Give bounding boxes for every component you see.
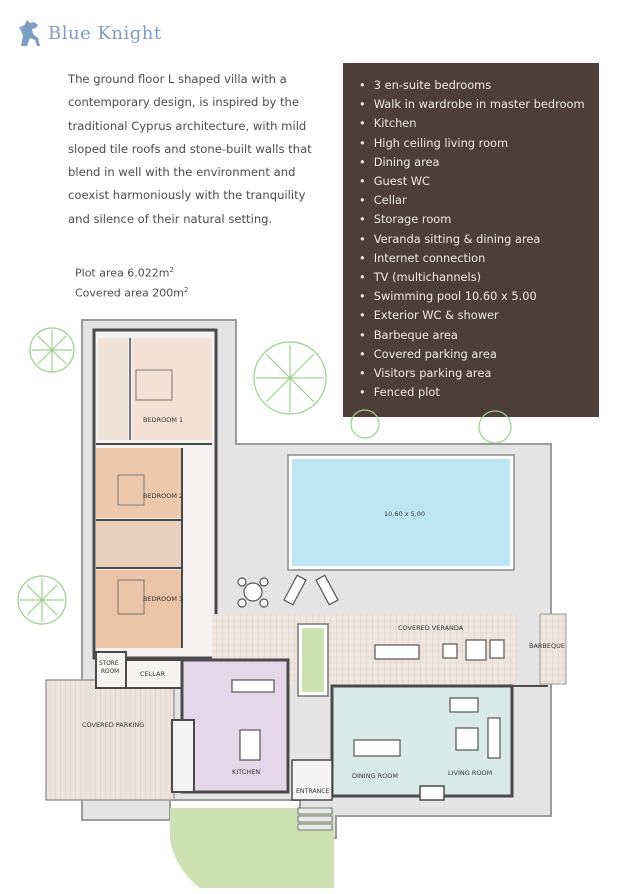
store-room-label-2: ROOM [101, 669, 120, 675]
intro-text: The ground floor L shaped villa with a contemporary design, is inspired by the traditional Cyprus architecture, with mild sloped tile roofs and stone-built walls that blend in well with the environment and coexist harmoniously with the tranquility and silence of their natural setting. [68, 72, 312, 226]
feature-item: • Internet connection [359, 249, 599, 268]
pool-label: 10,60 x 5,00 [384, 510, 426, 518]
brand-logo [18, 18, 162, 48]
knight-horse-icon [18, 18, 44, 48]
tree-icon [254, 342, 326, 414]
bedroom-2-label: BEDROOM 2 [143, 492, 184, 500]
feature-item: • Dining area [359, 153, 599, 172]
plot-area-unit-sup: 2 [169, 266, 174, 274]
store-room-label-1: STORE [99, 661, 119, 667]
feature-item: • High ceiling living room [359, 134, 599, 153]
bedroom-2 [96, 448, 182, 518]
brand-name: Blue Knight [48, 22, 162, 44]
planter [302, 628, 324, 692]
feature-item: • Visitors parking area [359, 364, 599, 383]
feature-item: • Veranda sitting & dining area [359, 230, 599, 249]
plot-area-label: Plot area 6.022m [75, 266, 170, 280]
feature-item: • Storage room [359, 210, 599, 229]
feature-item: • Exterior WC & shower [359, 306, 599, 325]
kitchen-label: KITCHEN [232, 768, 261, 776]
bedroom-3 [96, 570, 182, 648]
areas-block [75, 262, 188, 301]
tree-icon [30, 328, 74, 372]
feature-item: • Fenced plot [359, 383, 599, 402]
feature-item: • Guest WC [359, 172, 599, 191]
feature-item: • Cellar [359, 191, 599, 210]
covered-parking [46, 680, 174, 800]
feature-item: • Kitchen [359, 114, 599, 133]
tree-icon [18, 576, 66, 624]
dining-room-label: DINING ROOM [352, 772, 399, 780]
cellar-label: CELLAR [140, 670, 166, 678]
feature-item: • Walk in wardrobe in master bedroom [359, 95, 599, 114]
feature-item: • Swimming pool 10.60 x 5.00 [359, 287, 599, 306]
covered-area-unit-sup: 2 [183, 285, 189, 294]
bedroom-1-label: BEDROOM 1 [143, 416, 184, 424]
bedroom-3-label: BEDROOM 3 [143, 595, 184, 603]
feature-item: • Covered parking area [359, 345, 599, 364]
living-room-label: LIVING ROOM [448, 769, 493, 777]
plot-area [75, 262, 188, 282]
entrance-label: ENTRANCE [296, 788, 330, 795]
feature-item: • 3 en-suite bedrooms [359, 76, 599, 95]
covered-area-label: Covered area 200m [75, 286, 184, 300]
feature-item: • Barbeque area [359, 326, 599, 345]
covered-area [75, 282, 188, 302]
covered-veranda-label: COVERED VERANDA [398, 624, 464, 632]
barbeque-label: BARBEQUE [529, 642, 565, 650]
feature-item: • TV (multichannels) [359, 268, 599, 287]
floor-plan [0, 300, 629, 894]
covered-parking-label: COVERED PARKING [82, 721, 145, 729]
fireplace [420, 786, 444, 800]
tree-icon [351, 410, 511, 443]
dining-table-icon [375, 645, 419, 659]
dining-room-table-icon [354, 740, 400, 756]
